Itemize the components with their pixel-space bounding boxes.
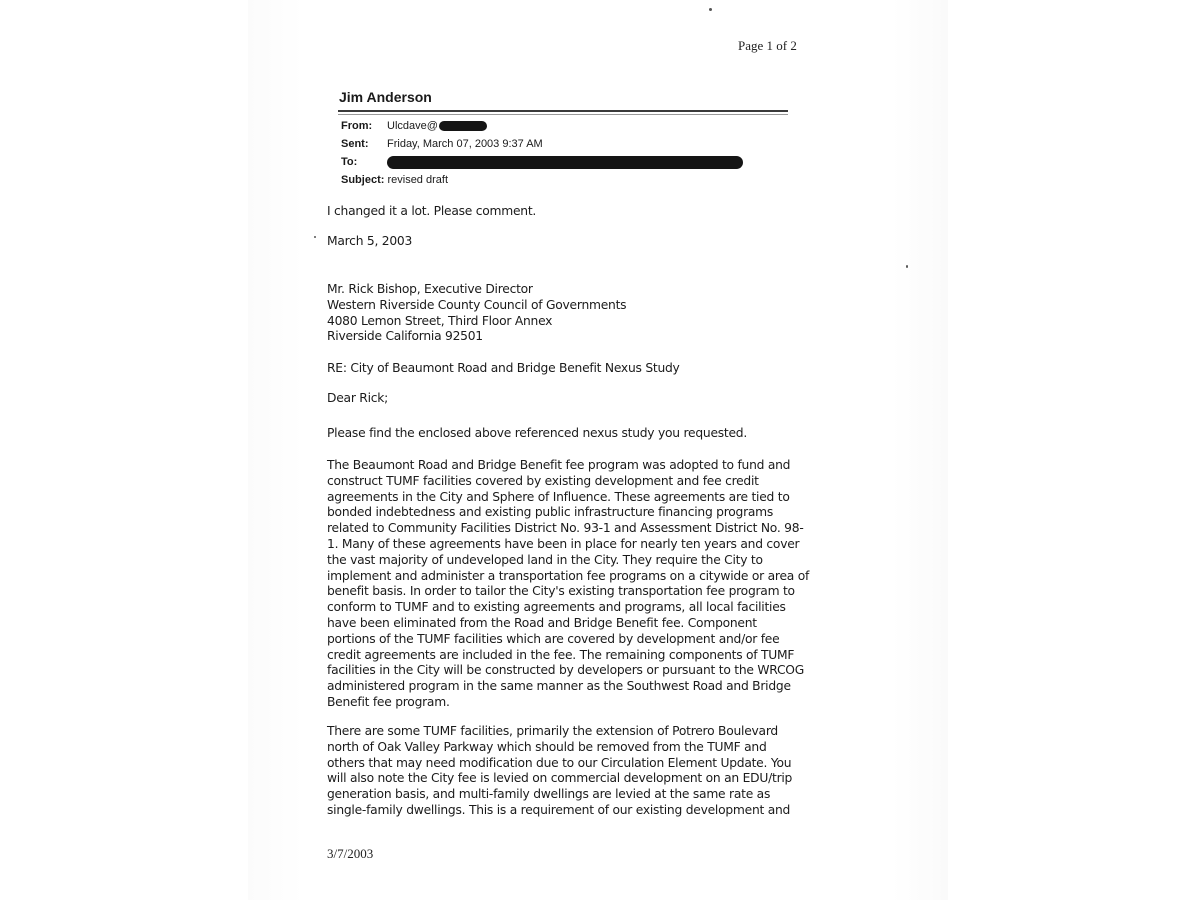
salutation: Dear Rick; [327,391,389,405]
address-line: Riverside California 92501 [327,329,483,344]
re-line: RE: City of Beaumont Road and Bridge Benefit Nexus Study [327,361,680,375]
from-label: From: [341,120,373,132]
address-line: Western Riverside County Council of Governments [327,297,627,312]
paragraph-line: north of Oak Valley Parkway which should be removed from the TUMF and [327,739,767,754]
scan-speck [906,265,908,268]
scan-speck [314,236,316,238]
from-value: Ulcdave@ [387,120,438,132]
recipient-address [327,282,797,345]
email-from-row [341,120,487,132]
paragraph-line: conform to TUMF and to existing agreements and programs, all local facilities [327,600,786,615]
scan-speck [709,8,712,11]
email-subject-row [341,174,448,186]
letter-date: March 5, 2003 [327,234,413,248]
paragraph-3 [327,724,797,819]
paragraph-line: administered program in the same manner as the Southwest Road and Bridge [327,679,791,694]
paragraph-line: Benefit fee program. [327,694,450,709]
email-sender-name: Jim Anderson [339,89,432,105]
paragraph-line: others that may need modification due to our Circulation Element Update. You [327,755,792,770]
address-line: 4080 Lemon Street, Third Floor Annex [327,313,553,328]
paragraph-line: The Beaumont Road and Bridge Benefit fee program was adopted to fund and [327,458,791,472]
paragraph-1: Please find the enclosed above referenced nexus study you requested. [327,426,748,440]
paragraph-line: construct TUMF facilities covered by existing development and fee credit [327,473,759,488]
email-sent-row [341,138,543,150]
paragraph-line: portions of the TUMF facilities which are covered by development and/or fee [327,631,780,646]
address-line: Mr. Rick Bishop, Executive Director [327,282,533,296]
paragraph-line: There are some TUMF facilities, primarily the extension of Potrero Boulevard [327,724,778,738]
email-intro: I changed it a lot. Please comment. [327,204,537,218]
sent-label: Sent: [341,138,369,150]
redaction-mark [439,121,487,131]
footer-date: 3/7/2003 [327,846,374,861]
paragraph-line: benefit basis. In order to tailor the City's existing transportation fee program to [327,584,795,599]
paragraph-line: have been eliminated from the Road and Bridge Benefit fee. Component [327,615,757,630]
paragraph-line: credit agreements are included in the fee. The remaining components of TUMF [327,647,795,662]
paragraph-line: related to Community Facilities District No. 93-1 and Assessment District No. 98- [327,521,804,536]
paragraph-line: the vast majority of undeveloped land in the City. They require the City to [327,552,763,567]
paragraph-2 [327,458,810,711]
subject-label: Subject: [341,174,385,186]
sent-value: Friday, March 07, 2003 9:37 AM [387,138,543,150]
paragraph-line: generation basis, and multi-family dwellings are levied at the same rate as [327,787,771,802]
paragraph-line: implement and administer a transportation fee programs on a citywide or area of [327,568,810,583]
paragraph-line: bonded indebtedness and existing public infrastructure financing programs [327,505,774,520]
redaction-mark [387,156,743,169]
paragraph-line: 1. Many of these agreements have been in place for nearly ten years and cover [327,536,800,551]
header-rule [338,110,788,112]
paragraph-line: will also note the City fee is levied on commercial development on an EDU/trip [327,771,793,786]
email-to-row [341,156,743,169]
page-number: Page 1 of 2 [738,38,797,53]
paragraph-line: agreements in the City and Sphere of Influence. These agreements are tied to [327,489,790,504]
header-rule-thin [338,114,788,115]
paragraph-line: facilities in the City will be constructed by developers or pursuant to the WRCOG [327,663,804,678]
to-label: To: [341,156,358,169]
subject-value: revised draft [387,174,448,186]
paragraph-line: single-family dwellings. This is a requirement of our existing development and [327,802,791,817]
